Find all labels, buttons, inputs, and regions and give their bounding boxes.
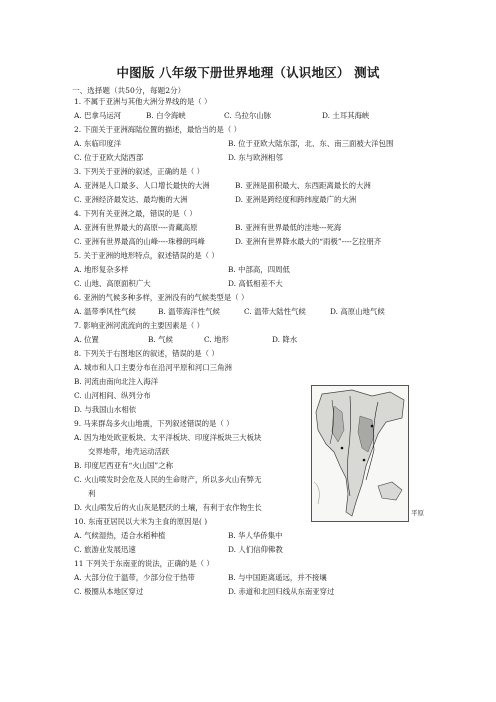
city-marker [363,459,366,462]
section-heading: 一、选择题（共50分，每题2分） [72,86,186,95]
question-text: C. 山地、高原面积广大 [74,279,151,288]
question-text: A. 温带季风性气候 [74,307,136,316]
southeast-asia-map [311,385,409,522]
option-text: B. 气候 [148,335,173,344]
question-text: A. 位置 [74,335,99,344]
option-text: D. 东与欧洲相邻 [228,153,283,162]
option-text: B. 亚洲有世界最低的洼地---死海 [235,223,342,232]
option-text: B. 白令海峡 [146,111,186,120]
question-text: 3. 下列关于亚洲的叙述，正确的是（ ） [74,167,205,176]
option-text: B. 与中国距离遥远，并不接壤 [228,573,327,582]
option-text: D. 降水 [272,335,298,344]
option-text: B. 中部高，四周低 [228,265,290,274]
question-text: C. 极圈从本地区穿过 [74,587,144,596]
question-text: A. 巴拿马运河 [74,111,121,120]
question-text: A. 大部分位于温带，少部分位于热带 [74,573,195,582]
question-text: 4. 下列有关亚洲之最，错误的是（ ） [74,209,197,218]
page-title: 中图版 八年级下册世界地理（认识地区） 测试 [116,65,380,80]
question-text: B. 印度尼西亚有“火山国”之称 [74,461,173,470]
option-text: B. 华人华侨集中 [228,531,283,540]
question-text: C. 山河相间、纵列分布 [74,391,151,400]
question-text: 2. 下面关于亚洲海陆位置的描述，最恰当的是（ ） [74,125,241,134]
question-text: A. 地形复杂多样 [74,265,129,274]
question-text: A. 气候湿热，适合水稻种植 [74,531,166,540]
city-marker [371,425,374,428]
option-text: D. 土耳其海峡 [322,111,370,120]
island-shape [378,482,402,500]
question-text: 利 [88,489,96,498]
question-text: 5. 关于亚洲的地形特点，叙述错误的是（ ） [74,251,219,260]
option-text: C. 地形 [204,335,229,344]
option-text: D. 高低相差不大 [228,279,283,288]
question-text: C. 亚洲经济最发达、最均衡的大洲 [74,195,188,204]
option-text: C. 温带大陆性气候 [244,307,306,316]
option-text: C. 乌拉尔山脉 [224,111,272,120]
option-text: D. 赤道和北回归线从东南亚穿过 [228,587,335,596]
question-text: C. 位于亚欧大陆西部 [74,153,144,162]
option-text: D. 人们信仰佛教 [228,545,283,554]
question-text: 7. 影响亚洲河流流向的主要因素是（ ） [74,321,205,330]
coastline [314,482,319,504]
question-text: C. 旅游业发展迅速 [74,545,136,554]
question-text: 9. 马来群岛多火山地震，下列叙述错误的是（ ） [74,419,234,428]
question-text: 8. 下列关于右图地区的叙述，错误的是（ ） [74,349,219,358]
option-text: B. 位于亚欧大陆东部，北、东、南三面被大洋包围 [228,139,394,148]
question-text: A. 因为地处欧亚板块、太平洋板块、印度洋板块三大板块 [74,433,262,442]
question-text: 交界地带，地壳运动活跃 [88,447,170,456]
question-text: D. 火山喷发后的火山灰是肥沃的土壤，有利于农作物生长 [74,503,262,512]
option-text: D. 亚洲有世界降水最大的“雨极”----乞拉朋齐 [235,237,382,246]
question-text: A. 亚洲是人口最多、人口增长最快的大洲 [74,181,210,190]
option-text: B. 温带海洋性气候 [158,307,220,316]
question-text: 6. 亚洲的气候多种多样，亚洲没有的气候类型是（ ） [74,293,249,302]
city-marker [341,447,344,450]
option-text: D. 亚洲是跨经度和跨纬度最广的大洲 [235,195,357,204]
map-figure [312,386,408,521]
map-caption: 平原 [411,509,424,517]
question-text: 11 下列关于东南亚的说法，正确的是（ ） [74,559,214,568]
question-text: C. 亚洲有世界最高的山峰----珠穆朗玛峰 [74,237,205,246]
option-text: D. 高原山地气候 [330,307,385,316]
question-text: D. 与我国山水相依 [74,405,137,414]
question-text: C. 火山喷发时会危及人民的生命财产，所以多火山有弊无 [74,475,262,484]
question-text: A. 亚洲有世界最大的高原----青藏高原 [74,223,198,232]
question-text: 1. 不属于亚洲与其他大洲分界线的是（ ） [74,97,212,106]
question-text: A. 城市和人口主要分布在沿河平原和河口三角洲 [74,363,232,372]
question-text: B. 河流由南向北注入海洋 [74,377,159,386]
question-text: A. 东临印度洋 [74,139,121,148]
option-text: B. 亚洲是面积最大、东西距离最长的大洲 [235,181,371,190]
question-text: 10. 东南亚居民以大米为主食的原因是( ) [74,517,208,526]
